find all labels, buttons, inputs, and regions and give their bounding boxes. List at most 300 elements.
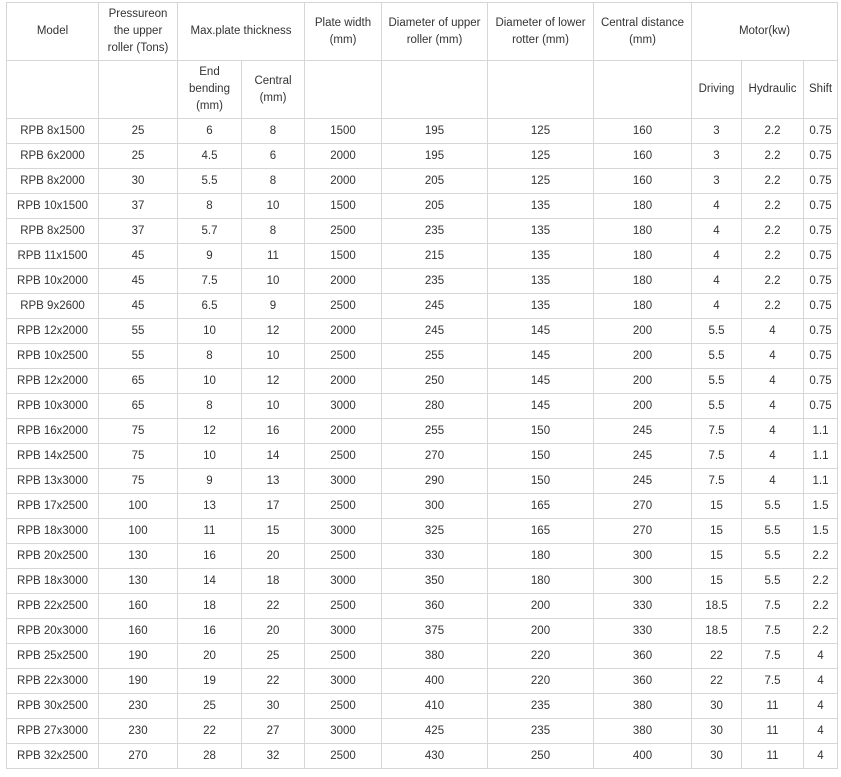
cell-upper-roller: 250: [382, 369, 488, 394]
table-row: [7, 719, 838, 744]
cell-central-distance: 380: [594, 694, 692, 719]
cell-lower-roller: 235: [488, 719, 594, 744]
cell-hydraulic: 7.5: [742, 619, 804, 644]
cell-driving: 18.5: [692, 619, 742, 644]
header-empty: [488, 61, 594, 119]
cell-central-distance: 330: [594, 594, 692, 619]
cell-driving: 3: [692, 119, 742, 144]
cell-plate-width: 2500: [305, 294, 382, 319]
header-row-top: [7, 3, 838, 61]
cell-upper-roller: 375: [382, 619, 488, 644]
header-central: Central (mm): [242, 61, 305, 119]
cell-model: RPB 10x2500: [7, 344, 99, 369]
cell-pressure: 270: [99, 744, 178, 769]
table-row: [7, 744, 838, 769]
cell-upper-roller: 325: [382, 519, 488, 544]
cell-central: 16: [242, 419, 305, 444]
cell-end-bending: 9: [178, 469, 242, 494]
cell-central-distance: 245: [594, 444, 692, 469]
table-row: [7, 344, 838, 369]
cell-shift: 0.75: [804, 294, 838, 319]
cell-central-distance: 200: [594, 344, 692, 369]
cell-central: 8: [242, 119, 305, 144]
cell-upper-roller: 410: [382, 694, 488, 719]
cell-shift: 4: [804, 719, 838, 744]
cell-pressure: 25: [99, 144, 178, 169]
cell-central: 15: [242, 519, 305, 544]
cell-central: 10: [242, 269, 305, 294]
cell-pressure: 100: [99, 519, 178, 544]
cell-central: 27: [242, 719, 305, 744]
cell-lower-roller: 135: [488, 244, 594, 269]
cell-plate-width: 2000: [305, 319, 382, 344]
cell-central-distance: 200: [594, 394, 692, 419]
cell-driving: 5.5: [692, 344, 742, 369]
cell-driving: 5.5: [692, 319, 742, 344]
cell-pressure: 37: [99, 219, 178, 244]
cell-hydraulic: 2.2: [742, 119, 804, 144]
cell-central-distance: 330: [594, 619, 692, 644]
table-row: [7, 144, 838, 169]
cell-hydraulic: 4: [742, 469, 804, 494]
cell-driving: 5.5: [692, 369, 742, 394]
cell-end-bending: 10: [178, 444, 242, 469]
cell-pressure: 45: [99, 269, 178, 294]
cell-central-distance: 380: [594, 719, 692, 744]
cell-hydraulic: 7.5: [742, 644, 804, 669]
cell-model: RPB 13x3000: [7, 469, 99, 494]
cell-pressure: 230: [99, 694, 178, 719]
cell-model: RPB 22x3000: [7, 669, 99, 694]
cell-hydraulic: 2.2: [742, 169, 804, 194]
cell-end-bending: 8: [178, 194, 242, 219]
cell-central: 8: [242, 169, 305, 194]
cell-plate-width: 2500: [305, 219, 382, 244]
cell-hydraulic: 2.2: [742, 219, 804, 244]
cell-central-distance: 270: [594, 494, 692, 519]
cell-pressure: 100: [99, 494, 178, 519]
cell-shift: 2.2: [804, 544, 838, 569]
cell-shift: 4: [804, 744, 838, 769]
cell-hydraulic: 4: [742, 419, 804, 444]
cell-lower-roller: 235: [488, 694, 594, 719]
table-row: [7, 444, 838, 469]
cell-pressure: 190: [99, 669, 178, 694]
cell-plate-width: 2500: [305, 594, 382, 619]
cell-driving: 4: [692, 294, 742, 319]
cell-driving: 15: [692, 544, 742, 569]
cell-driving: 4: [692, 269, 742, 294]
cell-driving: 4: [692, 244, 742, 269]
header-pressure: Pressureon the upper roller (Tons): [99, 3, 178, 61]
table-row: [7, 244, 838, 269]
header-central-distance: Central distance (mm): [594, 3, 692, 61]
cell-plate-width: 2500: [305, 544, 382, 569]
cell-central-distance: 180: [594, 294, 692, 319]
cell-pressure: 160: [99, 619, 178, 644]
cell-shift: 0.75: [804, 169, 838, 194]
cell-lower-roller: 150: [488, 469, 594, 494]
header-shift: Shift: [804, 61, 838, 119]
cell-lower-roller: 165: [488, 519, 594, 544]
cell-pressure: 75: [99, 469, 178, 494]
cell-model: RPB 18x3000: [7, 569, 99, 594]
header-plate-width: Plate width (mm): [305, 3, 382, 61]
table-row: [7, 669, 838, 694]
cell-hydraulic: 2.2: [742, 144, 804, 169]
cell-plate-width: 2500: [305, 444, 382, 469]
cell-shift: 1.1: [804, 469, 838, 494]
cell-hydraulic: 4: [742, 319, 804, 344]
cell-upper-roller: 430: [382, 744, 488, 769]
table-row: [7, 119, 838, 144]
cell-driving: 3: [692, 169, 742, 194]
cell-hydraulic: 7.5: [742, 594, 804, 619]
cell-plate-width: 3000: [305, 669, 382, 694]
header-motor: Motor(kw): [692, 3, 838, 61]
cell-central: 20: [242, 544, 305, 569]
cell-shift: 4: [804, 644, 838, 669]
cell-hydraulic: 5.5: [742, 494, 804, 519]
cell-end-bending: 9: [178, 244, 242, 269]
cell-central: 10: [242, 194, 305, 219]
cell-pressure: 37: [99, 194, 178, 219]
cell-hydraulic: 2.2: [742, 294, 804, 319]
cell-central-distance: 160: [594, 169, 692, 194]
cell-plate-width: 2000: [305, 369, 382, 394]
cell-central-distance: 245: [594, 469, 692, 494]
cell-central: 6: [242, 144, 305, 169]
cell-lower-roller: 220: [488, 669, 594, 694]
cell-central: 9: [242, 294, 305, 319]
cell-driving: 30: [692, 694, 742, 719]
cell-upper-roller: 195: [382, 144, 488, 169]
cell-end-bending: 5.5: [178, 169, 242, 194]
cell-model: RPB 27x3000: [7, 719, 99, 744]
cell-central-distance: 200: [594, 319, 692, 344]
specification-table: [6, 2, 838, 769]
cell-upper-roller: 330: [382, 544, 488, 569]
cell-model: RPB 14x2500: [7, 444, 99, 469]
cell-upper-roller: 360: [382, 594, 488, 619]
cell-hydraulic: 2.2: [742, 194, 804, 219]
cell-driving: 4: [692, 194, 742, 219]
cell-upper-roller: 255: [382, 419, 488, 444]
cell-model: RPB 8x2500: [7, 219, 99, 244]
cell-hydraulic: 5.5: [742, 519, 804, 544]
cell-hydraulic: 4: [742, 369, 804, 394]
cell-end-bending: 22: [178, 719, 242, 744]
table-row: [7, 219, 838, 244]
cell-pressure: 230: [99, 719, 178, 744]
cell-model: RPB 16x2000: [7, 419, 99, 444]
cell-pressure: 25: [99, 119, 178, 144]
cell-plate-width: 3000: [305, 394, 382, 419]
cell-plate-width: 3000: [305, 719, 382, 744]
cell-central: 22: [242, 669, 305, 694]
cell-lower-roller: 150: [488, 419, 594, 444]
cell-pressure: 130: [99, 544, 178, 569]
cell-upper-roller: 270: [382, 444, 488, 469]
cell-driving: 22: [692, 644, 742, 669]
cell-central-distance: 300: [594, 569, 692, 594]
cell-hydraulic: 4: [742, 444, 804, 469]
cell-central-distance: 180: [594, 194, 692, 219]
cell-pressure: 130: [99, 569, 178, 594]
cell-lower-roller: 145: [488, 369, 594, 394]
cell-driving: 15: [692, 519, 742, 544]
cell-plate-width: 2500: [305, 694, 382, 719]
cell-upper-roller: 350: [382, 569, 488, 594]
table-row: [7, 544, 838, 569]
cell-end-bending: 18: [178, 594, 242, 619]
header-empty: [7, 61, 99, 119]
cell-end-bending: 5.7: [178, 219, 242, 244]
cell-upper-roller: 195: [382, 119, 488, 144]
cell-end-bending: 4.5: [178, 144, 242, 169]
cell-driving: 7.5: [692, 469, 742, 494]
cell-lower-roller: 165: [488, 494, 594, 519]
cell-pressure: 45: [99, 244, 178, 269]
cell-central: 10: [242, 394, 305, 419]
header-max-plate-thickness: Max.plate thickness: [178, 3, 305, 61]
cell-central-distance: 160: [594, 119, 692, 144]
cell-end-bending: 6.5: [178, 294, 242, 319]
cell-plate-width: 1500: [305, 194, 382, 219]
cell-plate-width: 1500: [305, 119, 382, 144]
cell-pressure: 75: [99, 444, 178, 469]
cell-shift: 1.5: [804, 494, 838, 519]
cell-driving: 7.5: [692, 419, 742, 444]
table-row: [7, 169, 838, 194]
cell-pressure: 30: [99, 169, 178, 194]
cell-lower-roller: 145: [488, 394, 594, 419]
cell-hydraulic: 11: [742, 744, 804, 769]
cell-lower-roller: 125: [488, 169, 594, 194]
cell-central: 18: [242, 569, 305, 594]
cell-shift: 0.75: [804, 269, 838, 294]
table-row: [7, 619, 838, 644]
header-driving: Driving: [692, 61, 742, 119]
cell-shift: 2.2: [804, 619, 838, 644]
cell-end-bending: 10: [178, 369, 242, 394]
cell-plate-width: 2000: [305, 269, 382, 294]
cell-central: 11: [242, 244, 305, 269]
cell-central-distance: 360: [594, 669, 692, 694]
cell-model: RPB 11x1500: [7, 244, 99, 269]
cell-pressure: 65: [99, 394, 178, 419]
cell-end-bending: 10: [178, 319, 242, 344]
header-upper-roller-diameter: Diameter of upper roller (mm): [382, 3, 488, 61]
cell-shift: 0.75: [804, 244, 838, 269]
cell-driving: 15: [692, 494, 742, 519]
cell-upper-roller: 235: [382, 219, 488, 244]
cell-lower-roller: 180: [488, 569, 594, 594]
cell-model: RPB 20x3000: [7, 619, 99, 644]
cell-driving: 7.5: [692, 444, 742, 469]
cell-end-bending: 14: [178, 569, 242, 594]
cell-pressure: 160: [99, 594, 178, 619]
cell-model: RPB 9x2600: [7, 294, 99, 319]
cell-plate-width: 2500: [305, 744, 382, 769]
cell-model: RPB 6x2000: [7, 144, 99, 169]
cell-shift: 0.75: [804, 344, 838, 369]
cell-central: 17: [242, 494, 305, 519]
cell-hydraulic: 4: [742, 344, 804, 369]
cell-plate-width: 1500: [305, 244, 382, 269]
table-row: [7, 569, 838, 594]
cell-central: 13: [242, 469, 305, 494]
cell-upper-roller: 290: [382, 469, 488, 494]
cell-model: RPB 17x2500: [7, 494, 99, 519]
cell-driving: 18.5: [692, 594, 742, 619]
cell-upper-roller: 280: [382, 394, 488, 419]
cell-hydraulic: 11: [742, 694, 804, 719]
cell-driving: 3: [692, 144, 742, 169]
cell-upper-roller: 205: [382, 169, 488, 194]
header-empty: [382, 61, 488, 119]
cell-end-bending: 12: [178, 419, 242, 444]
cell-lower-roller: 125: [488, 144, 594, 169]
cell-lower-roller: 250: [488, 744, 594, 769]
cell-model: RPB 12x2000: [7, 319, 99, 344]
cell-plate-width: 2000: [305, 144, 382, 169]
cell-pressure: 75: [99, 419, 178, 444]
cell-end-bending: 25: [178, 694, 242, 719]
table-body: [7, 119, 838, 769]
cell-shift: 1.1: [804, 419, 838, 444]
table-row: [7, 494, 838, 519]
cell-shift: 0.75: [804, 394, 838, 419]
cell-central: 22: [242, 594, 305, 619]
cell-shift: 1.5: [804, 519, 838, 544]
cell-driving: 4: [692, 219, 742, 244]
cell-central-distance: 160: [594, 144, 692, 169]
cell-end-bending: 16: [178, 619, 242, 644]
cell-hydraulic: 5.5: [742, 544, 804, 569]
cell-central-distance: 245: [594, 419, 692, 444]
table-row: [7, 594, 838, 619]
cell-model: RPB 10x3000: [7, 394, 99, 419]
cell-model: RPB 10x1500: [7, 194, 99, 219]
cell-pressure: 45: [99, 294, 178, 319]
cell-model: RPB 12x2000: [7, 369, 99, 394]
cell-central: 20: [242, 619, 305, 644]
cell-central: 12: [242, 369, 305, 394]
cell-lower-roller: 145: [488, 319, 594, 344]
cell-model: RPB 30x2500: [7, 694, 99, 719]
header-empty: [305, 61, 382, 119]
cell-shift: 4: [804, 694, 838, 719]
cell-central: 12: [242, 319, 305, 344]
cell-upper-roller: 245: [382, 294, 488, 319]
cell-lower-roller: 220: [488, 644, 594, 669]
table-row: [7, 519, 838, 544]
cell-end-bending: 13: [178, 494, 242, 519]
cell-hydraulic: 5.5: [742, 569, 804, 594]
cell-pressure: 190: [99, 644, 178, 669]
table-row: [7, 694, 838, 719]
cell-central: 25: [242, 644, 305, 669]
cell-driving: 5.5: [692, 394, 742, 419]
cell-shift: 0.75: [804, 369, 838, 394]
cell-upper-roller: 245: [382, 319, 488, 344]
cell-model: RPB 8x1500: [7, 119, 99, 144]
cell-hydraulic: 2.2: [742, 269, 804, 294]
cell-end-bending: 28: [178, 744, 242, 769]
cell-upper-roller: 425: [382, 719, 488, 744]
header-lower-roller-diameter: Diameter of lower rotter (mm): [488, 3, 594, 61]
table-row: [7, 269, 838, 294]
cell-lower-roller: 135: [488, 194, 594, 219]
cell-pressure: 65: [99, 369, 178, 394]
cell-pressure: 55: [99, 319, 178, 344]
cell-end-bending: 7.5: [178, 269, 242, 294]
cell-upper-roller: 380: [382, 644, 488, 669]
cell-central: 10: [242, 344, 305, 369]
cell-upper-roller: 205: [382, 194, 488, 219]
cell-lower-roller: 200: [488, 594, 594, 619]
header-model: Model: [7, 3, 99, 61]
cell-shift: 2.2: [804, 594, 838, 619]
cell-hydraulic: 11: [742, 719, 804, 744]
cell-driving: 15: [692, 569, 742, 594]
cell-central: 32: [242, 744, 305, 769]
cell-end-bending: 20: [178, 644, 242, 669]
cell-plate-width: 2500: [305, 644, 382, 669]
cell-end-bending: 8: [178, 344, 242, 369]
cell-model: RPB 10x2000: [7, 269, 99, 294]
cell-lower-roller: 135: [488, 219, 594, 244]
header-empty: [99, 61, 178, 119]
cell-plate-width: 3000: [305, 469, 382, 494]
cell-plate-width: 2500: [305, 494, 382, 519]
cell-central-distance: 180: [594, 269, 692, 294]
cell-pressure: 55: [99, 344, 178, 369]
cell-upper-roller: 235: [382, 269, 488, 294]
cell-central: 8: [242, 219, 305, 244]
cell-hydraulic: 4: [742, 394, 804, 419]
cell-model: RPB 8x2000: [7, 169, 99, 194]
cell-plate-width: 2000: [305, 419, 382, 444]
cell-driving: 30: [692, 719, 742, 744]
cell-end-bending: 19: [178, 669, 242, 694]
cell-lower-roller: 180: [488, 544, 594, 569]
table-row: [7, 419, 838, 444]
cell-lower-roller: 135: [488, 294, 594, 319]
cell-lower-roller: 145: [488, 344, 594, 369]
table-row: [7, 194, 838, 219]
cell-model: RPB 18x3000: [7, 519, 99, 544]
table-row: [7, 319, 838, 344]
cell-central: 30: [242, 694, 305, 719]
cell-central-distance: 180: [594, 219, 692, 244]
cell-model: RPB 20x2500: [7, 544, 99, 569]
cell-model: RPB 22x2500: [7, 594, 99, 619]
cell-shift: 0.75: [804, 119, 838, 144]
cell-end-bending: 16: [178, 544, 242, 569]
cell-plate-width: 3000: [305, 519, 382, 544]
cell-central-distance: 360: [594, 644, 692, 669]
cell-upper-roller: 400: [382, 669, 488, 694]
cell-lower-roller: 135: [488, 269, 594, 294]
cell-driving: 22: [692, 669, 742, 694]
cell-shift: 1.1: [804, 444, 838, 469]
cell-shift: 0.75: [804, 319, 838, 344]
cell-central-distance: 180: [594, 244, 692, 269]
cell-central-distance: 300: [594, 544, 692, 569]
header-row-sub: [7, 61, 838, 119]
